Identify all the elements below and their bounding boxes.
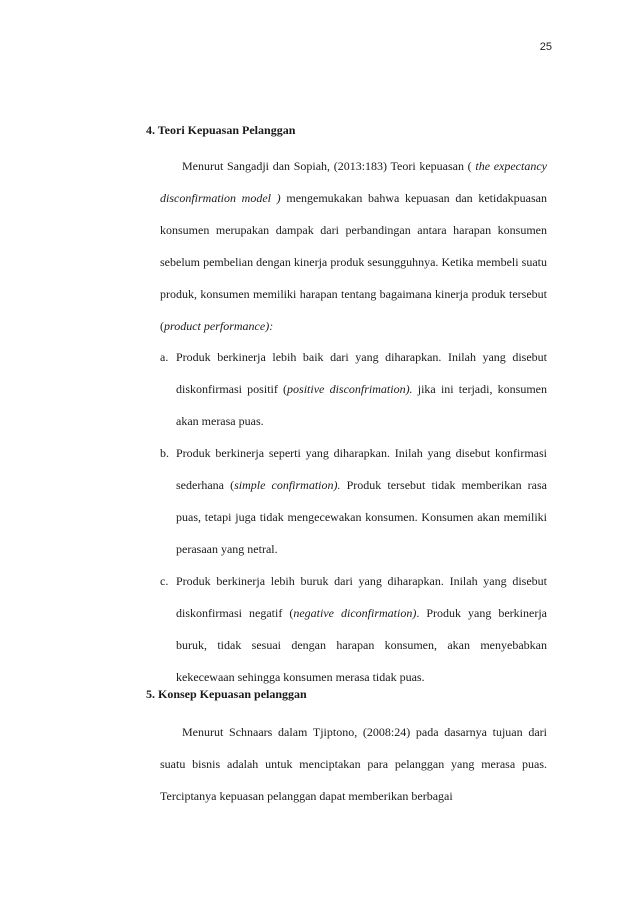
page-number: 25 <box>539 41 552 53</box>
list-item-text: Produk berkinerja lebih buruk dari yang diharapkan. Inilah yang disebut diskonfirmasi negatif ( <box>176 574 547 620</box>
list-item-text-end: Produk tersebut tidak memberikan rasa puas, tetapi juga tidak mengecewakan konsumen. Konsumen akan memiliki perasaan yang netral. <box>176 478 547 556</box>
intro-italic-2: product performance): <box>164 319 274 333</box>
intro-text-1: Menurut Sangadji dan Sopiah, (2013:183) Teori kepuasan ( <box>182 159 476 173</box>
list-item-text: Produk berkinerja lebih baik dari yang diharapkan. Inilah yang disebut diskonfirmasi positif ( <box>176 350 547 396</box>
list-item-italic: positive disconfrimation). <box>287 382 413 396</box>
section-4-heading: 4. Teori Kepuasan Pelanggan <box>146 123 296 137</box>
list-item-italic: negative diconfirmation) <box>293 606 417 620</box>
list-item <box>160 341 547 437</box>
list-item <box>160 437 547 565</box>
section-5-intro-paragraph <box>160 716 547 812</box>
list-item-text-end: jika ini terjadi, konsumen akan merasa puas. <box>176 382 547 428</box>
list-item <box>160 565 547 693</box>
list-item-text-end: . Produk yang berkinerja buruk, tidak sesuai dengan harapan konsumen, akan menyebabkan kekecewaan sehingga konsumen merasa tidak puas. <box>176 606 547 684</box>
list-marker: c. <box>160 574 169 588</box>
list-item-italic: simple confirmation). <box>234 478 341 492</box>
section-5-intro-text: Menurut Schnaars dalam Tjiptono, (2008:24) pada dasarnya tujuan dari suatu bisnis adalah untuk menciptakan para pelanggan yang merasa puas. Terciptanya kepuasan pelanggan dapat memberikan berbagai <box>160 725 547 803</box>
list-item-text: Produk berkinerja seperti yang diharapkan. Inilah yang disebut konfirmasi sederhana ( <box>176 446 547 492</box>
section-5-heading: 5. Konsep Kepuasan pelanggan <box>146 687 307 701</box>
section-4-intro-paragraph <box>160 150 547 342</box>
list-marker: b. <box>160 446 169 460</box>
intro-text-2: mengemukakan bahwa kepuasan dan ketidakpuasan konsumen merupakan dampak dari perbandingan antara harapan konsumen sebelum pembelian dengan kinerja produk sesungguhnya. Ketika membeli suatu produk, konsumen memiliki harapan tentang bagaimana kinerja produk tersebut ( <box>160 191 547 333</box>
list-marker: a. <box>160 350 169 364</box>
intro-italic-1: the expectancy disconfirmation model ) <box>160 159 547 205</box>
expectancy-outcomes-list <box>160 341 547 693</box>
